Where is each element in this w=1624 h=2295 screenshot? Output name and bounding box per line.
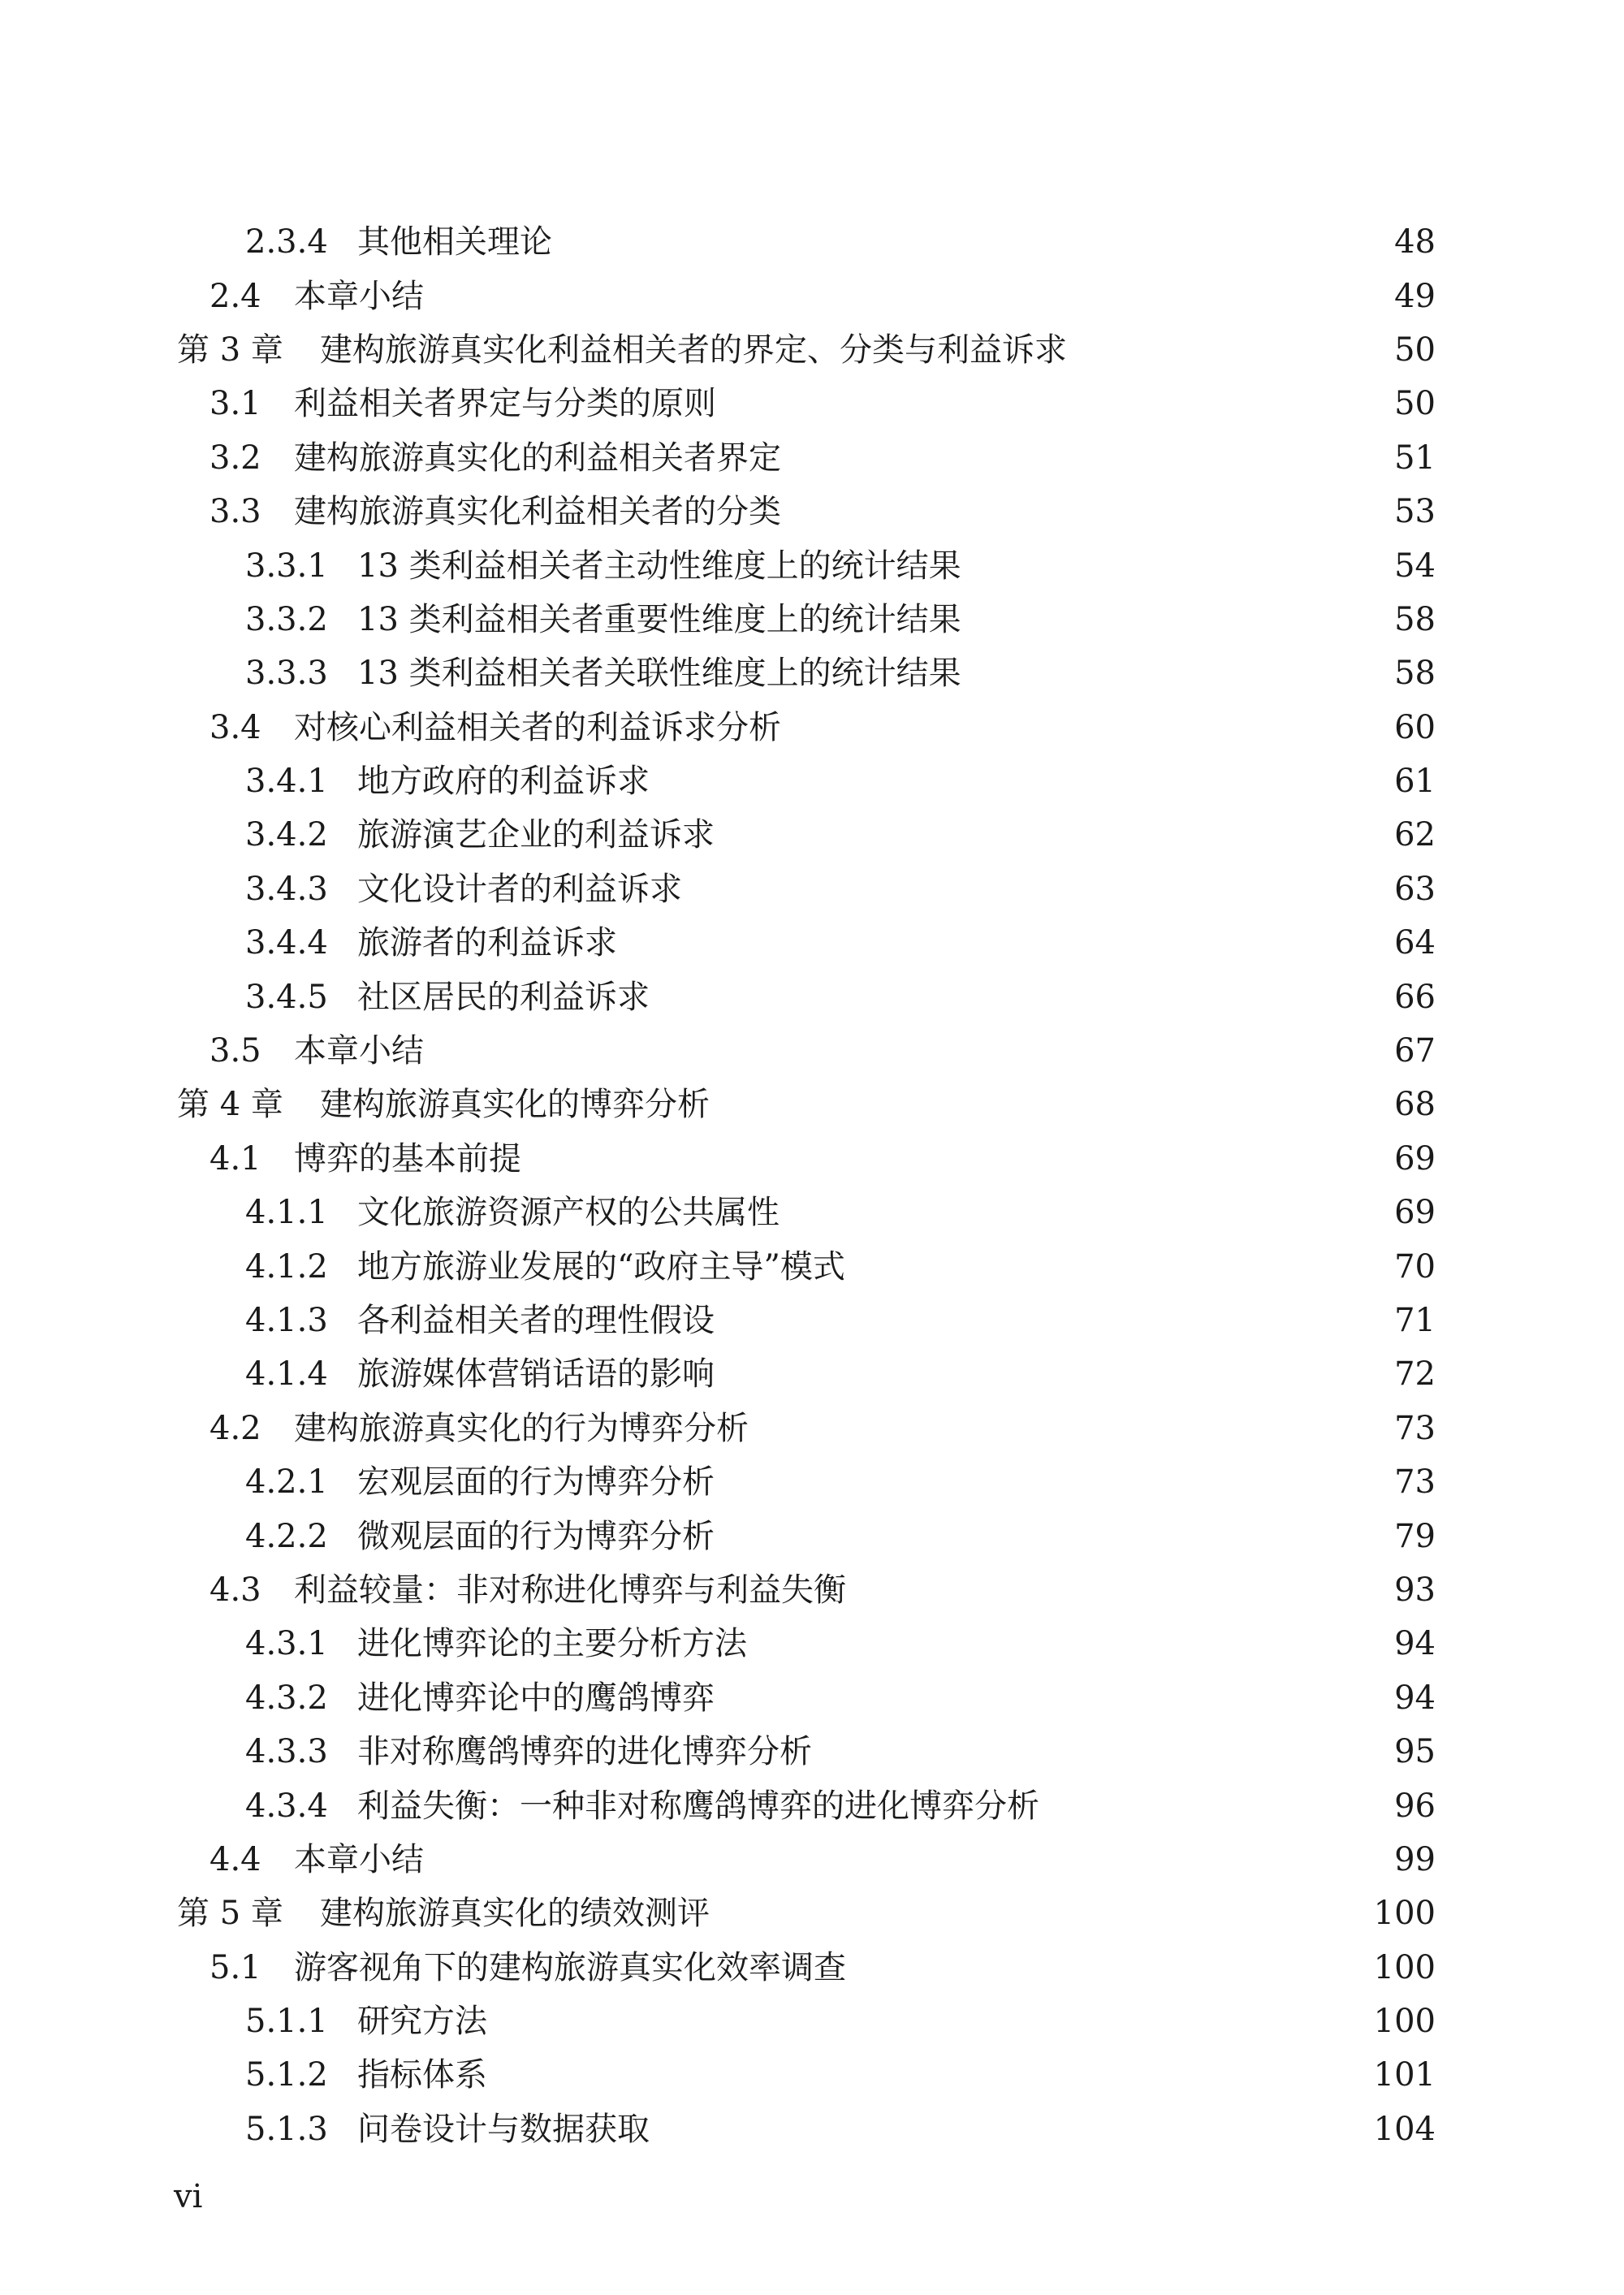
toc-entry-number: 4.4 bbox=[209, 1840, 261, 1878]
toc-dot-leader bbox=[690, 873, 1367, 905]
toc-entry-page: 58 bbox=[1394, 600, 1436, 638]
toc-entry-page: 62 bbox=[1394, 816, 1436, 854]
toc-dot-leader bbox=[788, 1196, 1367, 1229]
toc-entry-title: 研究方法 bbox=[357, 2003, 487, 2041]
toc-entry-number: 3.4 bbox=[209, 708, 261, 746]
toc-entry-page: 54 bbox=[1394, 547, 1436, 585]
toc-entry-number: 第 4 章 bbox=[177, 1086, 283, 1124]
toc-entry-page: 73 bbox=[1394, 1463, 1436, 1502]
toc-subsection-entry[interactable] bbox=[0, 2048, 1624, 2102]
toc-section-entry[interactable] bbox=[0, 1941, 1624, 1995]
toc-entry-number: 4.3.4 bbox=[245, 1787, 328, 1825]
toc-entry-title: 各利益相关者的理性假设 bbox=[357, 1302, 715, 1339]
toc-entry-page: 73 bbox=[1394, 1409, 1436, 1447]
toc-chapter-entry[interactable] bbox=[0, 1078, 1624, 1131]
toc-subsection-entry[interactable] bbox=[0, 646, 1624, 700]
toc-dot-leader bbox=[723, 1682, 1367, 1714]
toc-section-entry[interactable] bbox=[0, 1833, 1624, 1887]
toc-subsection-entry[interactable] bbox=[0, 1779, 1624, 1832]
toc-dot-leader bbox=[560, 226, 1367, 258]
toc-subsection-entry[interactable] bbox=[0, 808, 1624, 862]
toc-dot-leader bbox=[789, 495, 1367, 528]
toc-subsection-entry[interactable] bbox=[0, 2103, 1624, 2156]
toc-entry-page: 101 bbox=[1373, 2056, 1436, 2094]
toc-dot-leader bbox=[495, 2005, 1367, 2038]
toc-entry-number: 4.3.2 bbox=[245, 1679, 328, 1717]
toc-entry-title: 利益失衡：一种非对称鹰鸽博弈的进化博弈分析 bbox=[357, 1787, 1039, 1825]
toc-entry-title: 建构旅游真实化利益相关者的界定、分类与利益诉求 bbox=[320, 331, 1067, 369]
toc-entry-number: 5.1.3 bbox=[245, 2110, 328, 2148]
toc-entry-page: 50 bbox=[1394, 385, 1436, 423]
toc-entry-title: 13 类利益相关者主动性维度上的统计结果 bbox=[357, 547, 961, 585]
toc-dot-leader bbox=[718, 1897, 1367, 1930]
toc-entry-number: 4.1.4 bbox=[245, 1355, 328, 1394]
toc-entry-page: 63 bbox=[1394, 870, 1436, 908]
toc-entry-number: 4.2.2 bbox=[245, 1517, 328, 1555]
toc-entry-title: 旅游者的利益诉求 bbox=[357, 924, 617, 962]
toc-entry-page: 70 bbox=[1394, 1247, 1436, 1286]
toc-subsection-entry[interactable] bbox=[0, 970, 1624, 1023]
toc-dot-leader bbox=[1047, 1790, 1367, 1822]
toc-subsection-entry[interactable] bbox=[0, 215, 1624, 269]
toc-entry-title: 建构旅游真实化利益相关者的分类 bbox=[294, 493, 781, 531]
toc-section-entry[interactable] bbox=[0, 485, 1624, 538]
toc-entry-title: 进化博弈论的主要分析方法 bbox=[357, 1625, 747, 1663]
toc-entry-title: 地方旅游业发展的“政府主导”模式 bbox=[357, 1247, 845, 1286]
page-number: vi bbox=[174, 2178, 203, 2215]
toc-entry-title: 本章小结 bbox=[294, 1032, 424, 1070]
toc-dot-leader bbox=[820, 1735, 1367, 1768]
toc-dot-leader bbox=[723, 1520, 1367, 1553]
toc-entry-title: 非对称鹰鸽博弈的进化博弈分析 bbox=[357, 1733, 812, 1771]
toc-entry-number: 5.1 bbox=[209, 1948, 261, 1986]
toc-entry-page: 72 bbox=[1394, 1355, 1436, 1394]
toc-dot-leader bbox=[970, 603, 1367, 636]
toc-entry-page: 95 bbox=[1394, 1733, 1436, 1771]
toc-dot-leader bbox=[970, 550, 1367, 582]
toc-dot-leader bbox=[723, 1358, 1367, 1390]
toc-entry-title: 利益较量：非对称进化博弈与利益失衡 bbox=[294, 1571, 846, 1609]
toc-section-entry[interactable] bbox=[0, 1563, 1624, 1617]
toc-entry-title: 利益相关者界定与分类的原则 bbox=[294, 385, 716, 423]
toc-entry-number: 2.3.4 bbox=[245, 223, 328, 261]
toc-entry-number: 4.3 bbox=[209, 1571, 261, 1609]
toc-entry-number: 4.3.3 bbox=[245, 1733, 328, 1771]
toc-dot-leader bbox=[723, 1466, 1367, 1498]
toc-entry-page: 49 bbox=[1394, 277, 1436, 315]
toc-entry-page: 66 bbox=[1394, 978, 1436, 1016]
toc-entry-title: 13 类利益相关者关联性维度上的统计结果 bbox=[357, 655, 961, 693]
toc-entry-number: 3.2 bbox=[209, 439, 261, 477]
toc-entry-page: 100 bbox=[1373, 2003, 1436, 2041]
toc-dot-leader bbox=[432, 1843, 1367, 1876]
toc-entry-number: 3.1 bbox=[209, 385, 261, 423]
toc-dot-leader bbox=[1075, 334, 1367, 366]
toc-subsection-entry[interactable] bbox=[0, 1294, 1624, 1347]
toc-entry-title: 文化设计者的利益诉求 bbox=[357, 870, 682, 908]
toc-entry-title: 建构旅游真实化的绩效测评 bbox=[320, 1895, 710, 1933]
toc-entry-page: 48 bbox=[1394, 223, 1436, 261]
toc-entry-number: 3.4.1 bbox=[245, 763, 328, 801]
toc-subsection-entry[interactable] bbox=[0, 1995, 1624, 2048]
toc-entry-title: 13 类利益相关者重要性维度上的统计结果 bbox=[357, 600, 961, 638]
toc-entry-title: 本章小结 bbox=[294, 1840, 424, 1878]
toc-entry-page: 60 bbox=[1394, 708, 1436, 746]
toc-dot-leader bbox=[432, 1035, 1367, 1067]
toc-entry-title: 建构旅游真实化的行为博弈分析 bbox=[294, 1409, 749, 1447]
toc-dot-leader bbox=[658, 2113, 1367, 2146]
toc-entry-title: 问卷设计与数据获取 bbox=[357, 2110, 650, 2148]
toc-entry-number: 3.5 bbox=[209, 1032, 261, 1070]
toc-subsection-entry[interactable] bbox=[0, 538, 1624, 592]
toc-dot-leader bbox=[495, 2059, 1367, 2091]
table-of-contents bbox=[0, 215, 1624, 2156]
toc-dot-leader bbox=[723, 819, 1367, 851]
toc-subsection-entry[interactable] bbox=[0, 1671, 1624, 1725]
toc-entry-page: 68 bbox=[1394, 1086, 1436, 1124]
toc-entry-title: 微观层面的行为博弈分析 bbox=[357, 1517, 715, 1555]
toc-dot-leader bbox=[718, 1088, 1367, 1121]
toc-entry-page: 94 bbox=[1394, 1625, 1436, 1663]
toc-dot-leader bbox=[724, 387, 1367, 420]
toc-dot-leader bbox=[970, 657, 1367, 689]
toc-chapter-entry[interactable] bbox=[0, 323, 1624, 377]
toc-subsection-entry[interactable] bbox=[0, 593, 1624, 646]
toc-entry-page: 69 bbox=[1394, 1139, 1436, 1178]
toc-entry-page: 53 bbox=[1394, 493, 1436, 531]
toc-entry-title: 进化博弈论中的鹰鸽博弈 bbox=[357, 1679, 715, 1717]
toc-subsection-entry[interactable] bbox=[0, 1509, 1624, 1562]
toc-subsection-entry[interactable] bbox=[0, 862, 1624, 916]
toc-dot-leader bbox=[658, 765, 1367, 797]
toc-subsection-entry[interactable] bbox=[0, 1455, 1624, 1509]
toc-entry-title: 建构旅游真实化的利益相关者界定 bbox=[294, 439, 781, 477]
toc-dot-leader bbox=[854, 1951, 1367, 1984]
toc-subsection-entry[interactable] bbox=[0, 916, 1624, 970]
toc-entry-number: 3.4.2 bbox=[245, 816, 328, 854]
toc-entry-title: 旅游演艺企业的利益诉求 bbox=[357, 816, 715, 854]
toc-entry-page: 94 bbox=[1394, 1679, 1436, 1717]
toc-section-entry[interactable] bbox=[0, 1132, 1624, 1186]
toc-entry-page: 67 bbox=[1394, 1032, 1436, 1070]
toc-entry-title: 对核心利益相关者的利益诉求分析 bbox=[294, 708, 781, 746]
toc-entry-title: 旅游媒体营销话语的影响 bbox=[357, 1355, 715, 1394]
toc-entry-title: 文化旅游资源产权的公共属性 bbox=[357, 1194, 780, 1232]
toc-entry-number: 第 3 章 bbox=[177, 331, 283, 369]
toc-entry-title: 本章小结 bbox=[294, 277, 424, 315]
toc-entry-page: 79 bbox=[1394, 1517, 1436, 1555]
toc-entry-page: 100 bbox=[1373, 1948, 1436, 1986]
toc-section-entry[interactable] bbox=[0, 701, 1624, 754]
toc-dot-leader bbox=[854, 1574, 1367, 1606]
toc-entry-page: 93 bbox=[1394, 1571, 1436, 1609]
toc-entry-number: 3.4.5 bbox=[245, 978, 328, 1016]
toc-subsection-entry[interactable] bbox=[0, 1725, 1624, 1779]
toc-entry-number: 3.4.3 bbox=[245, 870, 328, 908]
toc-entry-number: 4.1.3 bbox=[245, 1302, 328, 1339]
toc-dot-leader bbox=[853, 1251, 1367, 1283]
toc-entry-page: 96 bbox=[1394, 1787, 1436, 1825]
toc-dot-leader bbox=[658, 981, 1367, 1014]
toc-entry-page: 58 bbox=[1394, 655, 1436, 693]
toc-entry-number: 5.1.1 bbox=[245, 2003, 328, 2041]
toc-dot-leader bbox=[789, 711, 1367, 744]
toc-dot-leader bbox=[529, 1143, 1367, 1175]
toc-entry-title: 指标体系 bbox=[357, 2056, 487, 2094]
toc-dot-leader bbox=[625, 927, 1367, 959]
toc-dot-leader bbox=[432, 280, 1367, 313]
toc-entry-number: 4.3.1 bbox=[245, 1625, 328, 1663]
toc-chapter-entry[interactable] bbox=[0, 1887, 1624, 1940]
toc-entry-title: 博弈的基本前提 bbox=[294, 1139, 521, 1178]
toc-subsection-entry[interactable] bbox=[0, 1186, 1624, 1239]
toc-entry-number: 4.1.1 bbox=[245, 1194, 328, 1232]
toc-entry-number: 2.4 bbox=[209, 277, 261, 315]
toc-section-entry[interactable] bbox=[0, 1402, 1624, 1455]
toc-entry-page: 64 bbox=[1394, 924, 1436, 962]
toc-dot-leader bbox=[757, 1412, 1367, 1445]
toc-entry-number: 4.1.2 bbox=[245, 1247, 328, 1286]
toc-entry-page: 100 bbox=[1373, 1895, 1436, 1933]
toc-entry-title: 宏观层面的行为博弈分析 bbox=[357, 1463, 715, 1502]
toc-subsection-entry[interactable] bbox=[0, 1347, 1624, 1401]
toc-entry-page: 69 bbox=[1394, 1194, 1436, 1232]
toc-entry-page: 51 bbox=[1394, 439, 1436, 477]
toc-dot-leader bbox=[723, 1304, 1367, 1337]
toc-dot-leader bbox=[789, 442, 1367, 474]
toc-entry-page: 104 bbox=[1373, 2110, 1436, 2148]
toc-subsection-entry[interactable] bbox=[0, 1239, 1624, 1293]
toc-entry-page: 71 bbox=[1394, 1302, 1436, 1339]
toc-subsection-entry[interactable] bbox=[0, 1617, 1624, 1670]
toc-subsection-entry[interactable] bbox=[0, 754, 1624, 808]
toc-section-entry[interactable] bbox=[0, 377, 1624, 430]
toc-entry-title: 社区居民的利益诉求 bbox=[357, 978, 650, 1016]
toc-entry-number: 4.2 bbox=[209, 1409, 261, 1447]
toc-entry-number: 3.3.2 bbox=[245, 600, 328, 638]
toc-entry-title: 游客视角下的建构旅游真实化效率调查 bbox=[294, 1948, 846, 1986]
toc-entry-page: 99 bbox=[1394, 1840, 1436, 1878]
toc-entry-number: 3.3 bbox=[209, 493, 261, 531]
toc-dot-leader bbox=[755, 1627, 1367, 1660]
toc-section-entry[interactable] bbox=[0, 431, 1624, 485]
toc-entry-number: 5.1.2 bbox=[245, 2056, 328, 2094]
toc-entry-page: 61 bbox=[1394, 763, 1436, 801]
toc-entry-number: 3.3.1 bbox=[245, 547, 328, 585]
toc-entry-page: 50 bbox=[1394, 331, 1436, 369]
toc-entry-number: 3.3.3 bbox=[245, 655, 328, 693]
toc-entry-title: 其他相关理论 bbox=[357, 223, 552, 261]
toc-entry-number: 3.4.4 bbox=[245, 924, 328, 962]
toc-entry-number: 4.2.1 bbox=[245, 1463, 328, 1502]
toc-entry-number: 第 5 章 bbox=[177, 1895, 283, 1933]
toc-entry-title: 地方政府的利益诉求 bbox=[357, 763, 650, 801]
toc-section-entry[interactable] bbox=[0, 1024, 1624, 1078]
toc-entry-number: 4.1 bbox=[209, 1139, 261, 1178]
toc-entry-title: 建构旅游真实化的博弈分析 bbox=[320, 1086, 710, 1124]
toc-section-entry[interactable] bbox=[0, 269, 1624, 322]
